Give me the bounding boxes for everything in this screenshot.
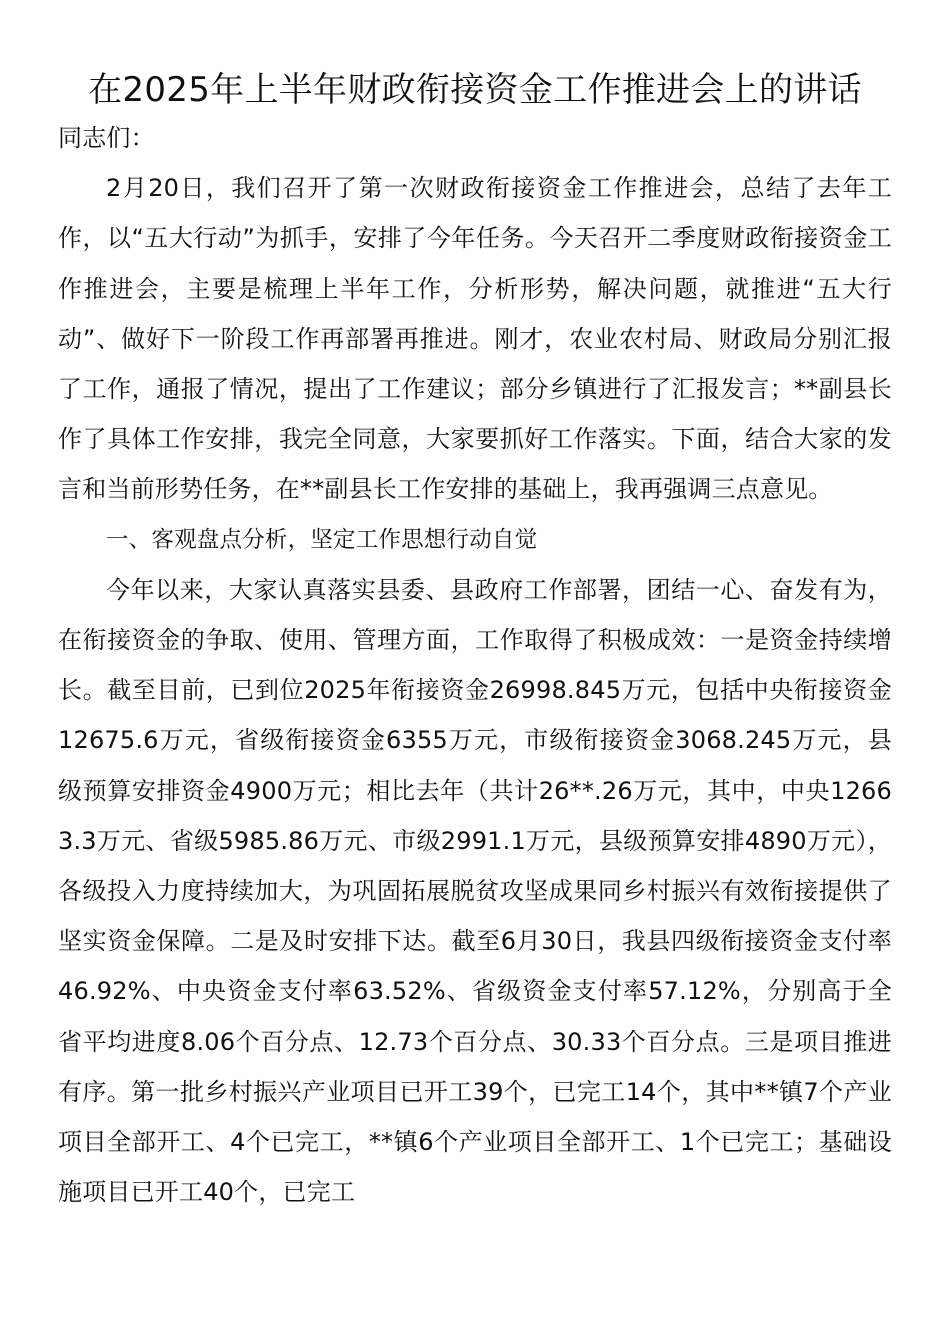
salutation: 同志们： [58,124,155,152]
document-title: 在2025年上半年财政衔接资金工作推进会上的讲话 [88,70,862,110]
document-body [58,113,892,1217]
paragraph-intro: 2月20日，我们召开了第一次财政衔接资金工作推进会，总结了去年工作，以“五大行动”为抓手，安排了今年任务。今天召开二季度财政衔接资金工作推进会，主要是梳理上半年工作，分析形势，解决问题，就推进“五大行动”、做好下一阶段工作再部署再推进。刚才，农业农村局、财政局分别汇报了工作，通报了情况，提出了工作建议；部分乡镇进行了汇报发言；**副县长作了具体工作安排，我完全同意，大家要抓好工作落实。下面，结合大家的发言和当前形势任务，在**副县长工作安排的基础上，我再强调三点意见。 [58,174,892,504]
paragraph-achievements: 今年以来，大家认真落实县委、县政府工作部署，团结一心、奋发有为，在衔接资金的争取、使用、管理方面，工作取得了积极成效：一是资金持续增长。截至目前，已到位2025年衔接资金26998.845万元，包括中央衔接资金12675.6万元，省级衔接资金6355万元，市级衔接资金3068.245万元，县级预算安排资金4900万元；相比去年（共计26**.26万元，其中，中央12663.3万元、省级5985.86万元、市级2991.1万元，县级预算安排4890万元），各级投入力度持续加大，为巩固拓展脱贫攻坚成果同乡村振兴有效衔接提供了坚实资金保障。二是及时安排下达。截至6月30日，我县四级衔接资金支付率46.92%、中央资金支付率63.52%、省级资金支付率57.12%，分别高于全省平均进度8.06个百分点、12.73个百分点、30.33个百分点。三是项目推进有序。第一批乡村振兴产业项目已开工39个，已完工14个，其中**镇7个产业项目全部开工、4个已完工，**镇6个产业项目全部开工、1个已完工；基础设施项目已开工40个，已完工 [58,575,892,1207]
section-heading-1: 一、客观盘点分析，坚定工作思想行动自觉 [106,526,538,553]
